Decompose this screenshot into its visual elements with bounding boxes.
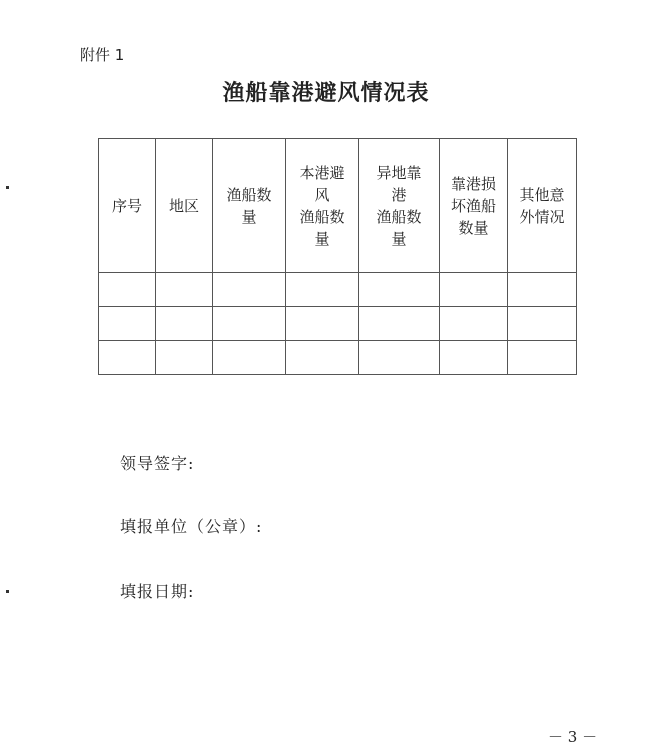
scan-mark — [6, 186, 9, 189]
header-text-line: 本港避 — [299, 163, 345, 182]
reporting-unit-label: 填报单位（公章）: — [120, 517, 263, 536]
table-cell — [286, 273, 359, 307]
table-row — [99, 307, 577, 341]
header-text-line: 量 — [391, 229, 407, 248]
table-cell — [359, 341, 440, 375]
leader-signature-label: 领导签字: — [120, 454, 195, 473]
header-text-line: 风 — [314, 185, 330, 204]
header-text-line: 港 — [391, 185, 407, 204]
header-cell — [156, 139, 213, 273]
header-text-line: 数量 — [458, 218, 489, 237]
attachment-label: 附件 1 — [80, 46, 125, 64]
page-number: － 3 － — [548, 728, 598, 746]
header-text-line: 量 — [241, 207, 257, 226]
header-text-line: 序号 — [111, 196, 142, 215]
table-row — [99, 273, 577, 307]
table-cell — [213, 341, 286, 375]
header-cell — [286, 139, 359, 273]
header-cell — [359, 139, 440, 273]
reporting-date-label: 填报日期: — [120, 582, 195, 601]
table-cell — [156, 307, 213, 341]
header-text-line: 渔船数 — [299, 207, 345, 226]
header-cell — [213, 139, 286, 273]
table-cell — [99, 341, 156, 375]
table-cell — [440, 307, 508, 341]
header-text-line: 外情况 — [519, 207, 565, 226]
table-cell — [508, 273, 577, 307]
table-cell — [286, 307, 359, 341]
fishing-boat-table — [98, 138, 577, 375]
table-cell — [99, 273, 156, 307]
header-text-line: 靠港损 — [450, 174, 496, 193]
table-row — [99, 341, 577, 375]
table-cell — [359, 307, 440, 341]
table-cell — [213, 273, 286, 307]
document-title: 渔船靠港避风情况表 — [222, 80, 430, 106]
header-text-line: 渔船数 — [376, 207, 422, 226]
table-cell — [99, 307, 156, 341]
header-text-line: 渔船数 — [226, 185, 272, 204]
header-text-line: 量 — [314, 229, 330, 248]
table-cell — [440, 341, 508, 375]
table-cell — [508, 307, 577, 341]
table-cell — [359, 273, 440, 307]
table-cell — [156, 273, 213, 307]
table-header-row — [99, 139, 577, 273]
table-cell — [508, 341, 577, 375]
header-text-line: 地区 — [168, 196, 199, 215]
header-text-line: 异地靠 — [376, 163, 422, 182]
header-cell — [99, 139, 156, 273]
header-cell — [508, 139, 577, 273]
header-cell — [440, 139, 508, 273]
table-cell — [440, 273, 508, 307]
table-cell — [156, 341, 213, 375]
header-text-line: 坏渔船 — [450, 196, 496, 215]
scan-mark — [6, 590, 9, 593]
table-cell — [286, 341, 359, 375]
table-cell — [213, 307, 286, 341]
header-text-line: 其他意 — [519, 185, 565, 204]
